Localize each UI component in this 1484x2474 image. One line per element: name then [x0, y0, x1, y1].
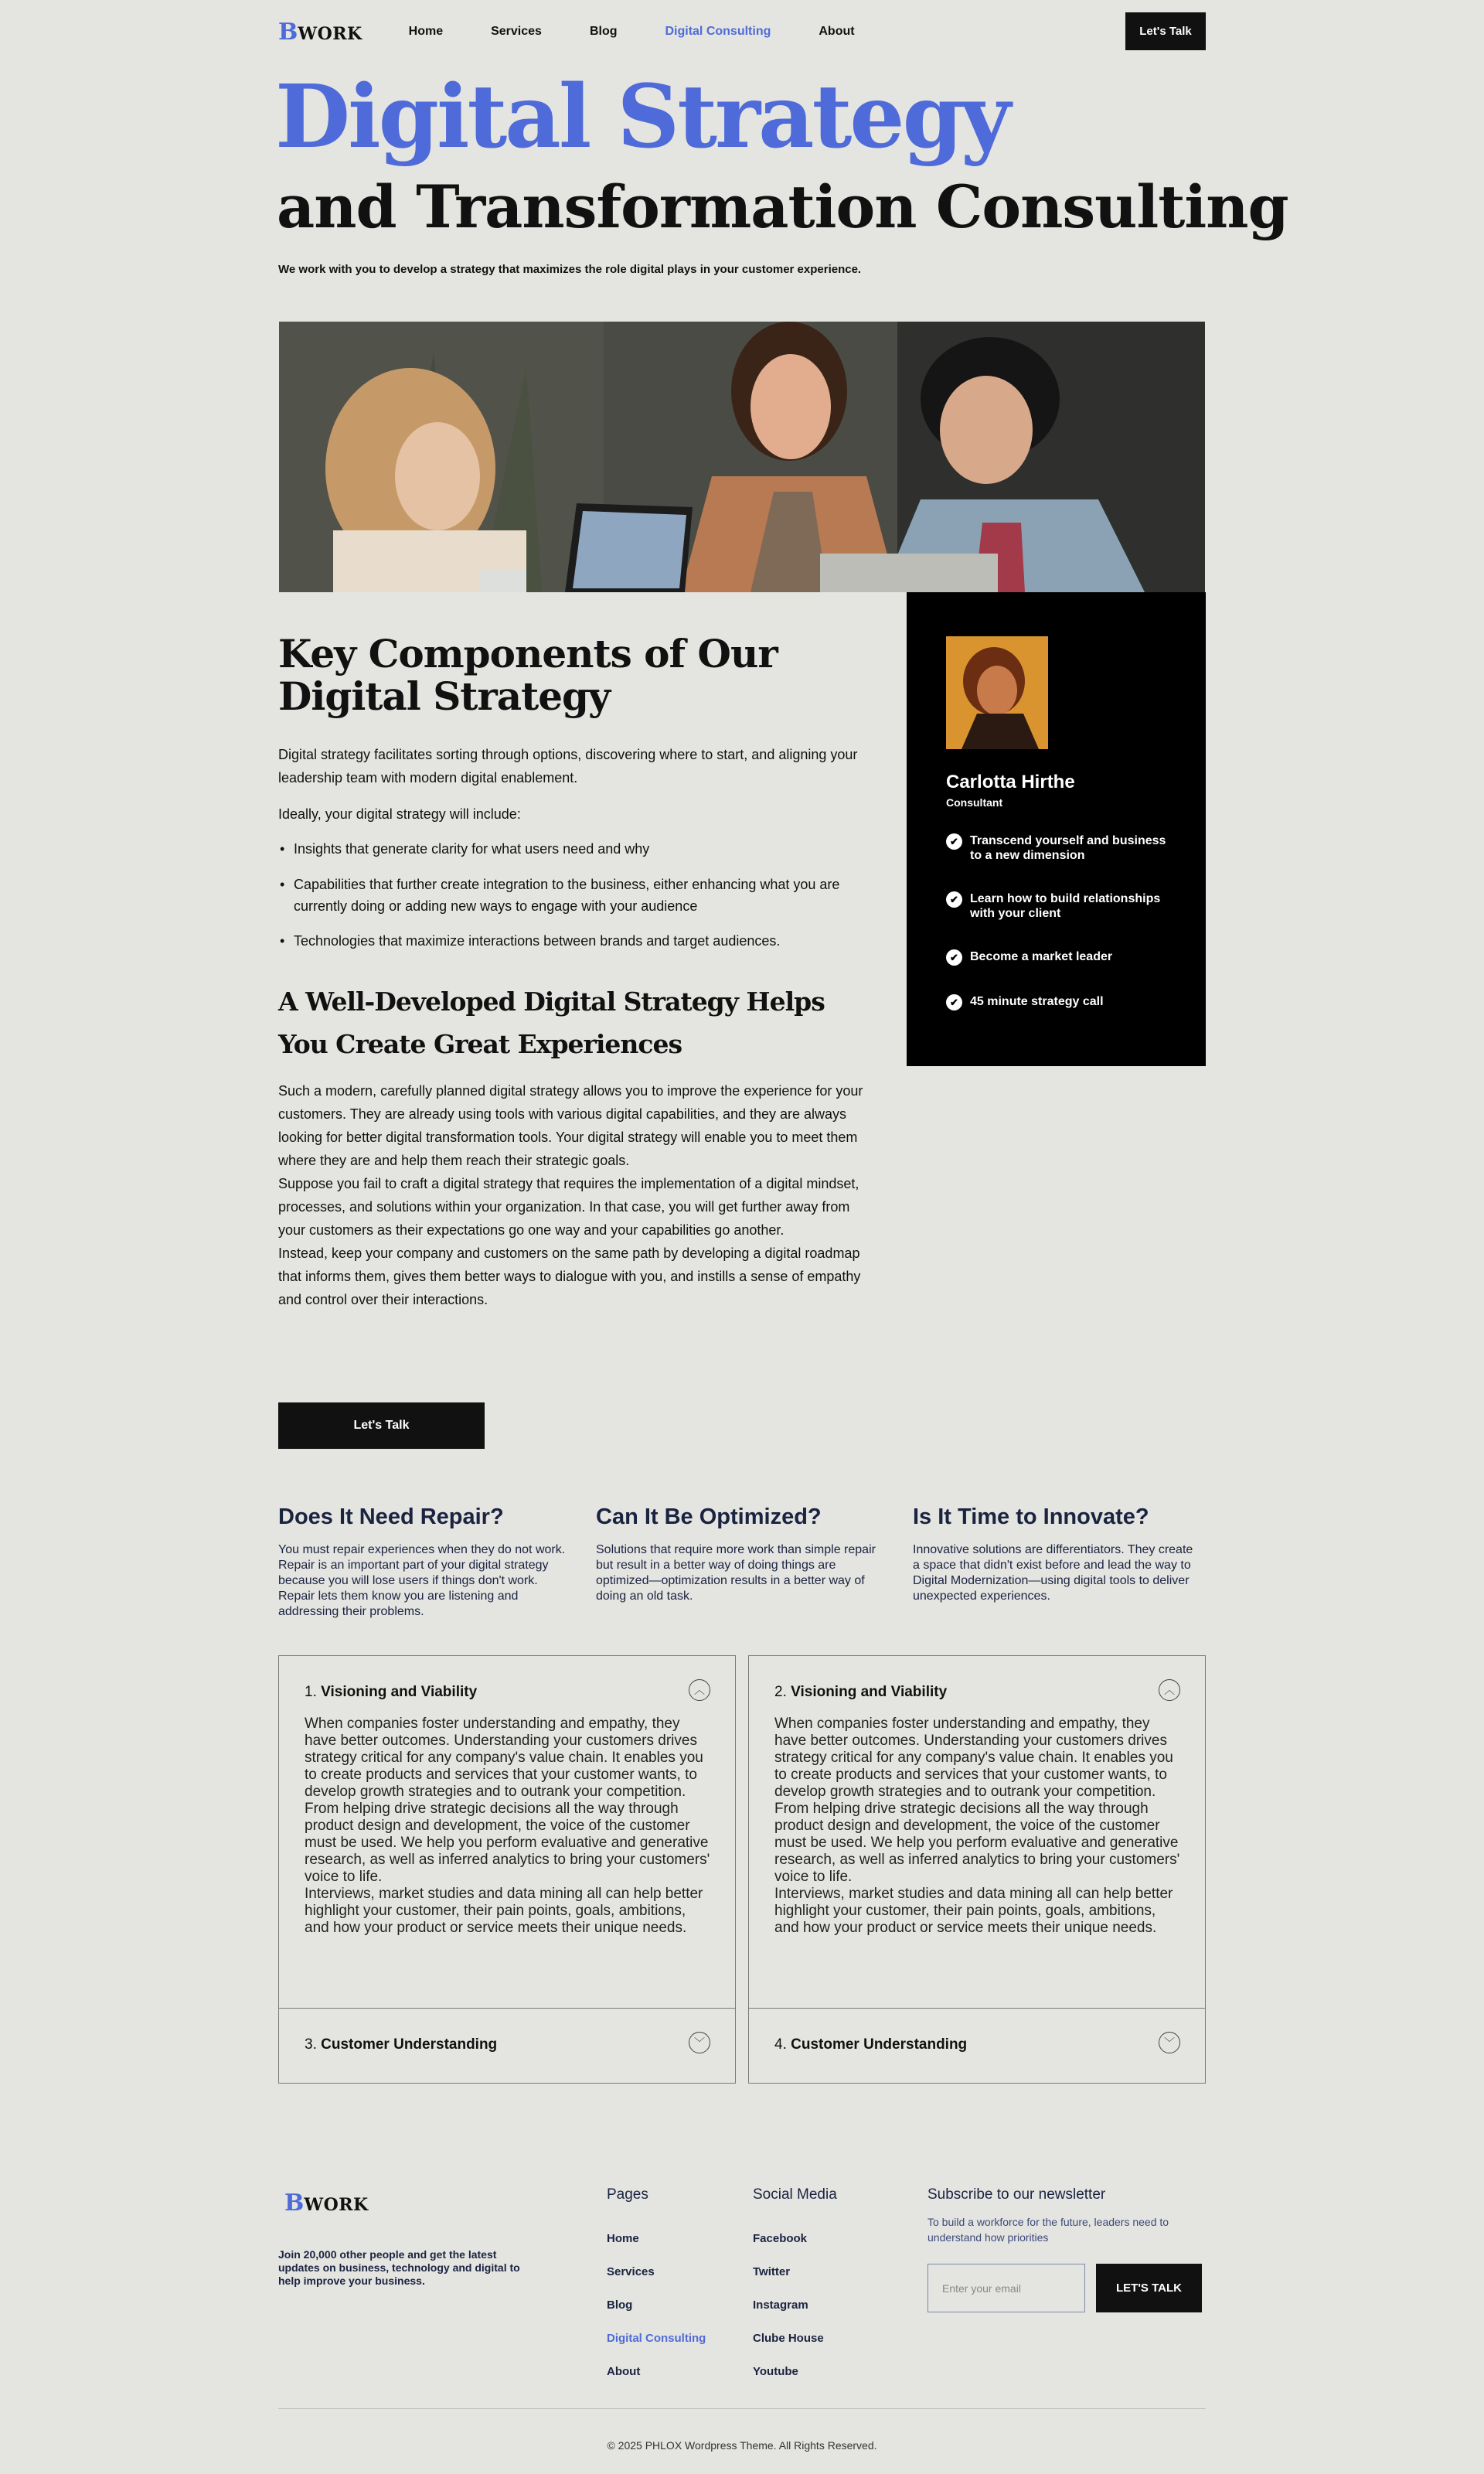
nav-about[interactable]: About — [819, 25, 855, 38]
chevron-up-icon[interactable]: ︿ — [689, 1679, 710, 1701]
footer-link-clubhouse[interactable]: Clube House — [753, 2332, 824, 2345]
accordion-title[interactable]: 3. Customer Understanding — [305, 2036, 498, 2053]
accordion-item[interactable] — [748, 2008, 1206, 2084]
column-title: Is It Time to Innovate? — [913, 1505, 1149, 1529]
consultant-card — [907, 592, 1206, 1066]
card-feature-text: Learn how to build relationships with your client — [970, 892, 1161, 920]
list-item: • Capabilities that further create integration to the business, either enhancing what you are currently doing or adding new ways to engage with your audience — [294, 874, 873, 917]
column-title: Does It Need Repair? — [278, 1505, 504, 1529]
newsletter-text: To build a workforce for the future, leaders need to understand how priorities — [928, 2216, 1169, 2244]
copyright: © 2025 PHLOX Wordpress Theme. All Rights Reserved. — [607, 2439, 877, 2452]
footer-link-facebook[interactable]: Facebook — [753, 2232, 808, 2245]
logo-word: WORK — [298, 23, 362, 44]
accordion-title[interactable]: 1. Visioning and Viability — [305, 1684, 478, 1700]
card-feature-text: Transcend yourself and business to a new dimension — [970, 834, 1166, 862]
check-icon: ✔ — [946, 891, 962, 908]
footer-link-youtube[interactable]: Youtube — [753, 2365, 798, 2378]
consultant-name: Carlotta Hirthe — [946, 772, 1075, 792]
chevron-up-icon[interactable]: ︿ — [1159, 1679, 1180, 1701]
hero-photo — [279, 322, 1205, 592]
header-lets-talk-button[interactable]: Let's Talk — [1125, 12, 1206, 50]
intro-paragraph: Digital strategy facilitates sorting through options, discovering where to start, and aligning your leadership team with modern digital enablement. — [278, 747, 858, 785]
footer-link-services[interactable]: Services — [607, 2265, 655, 2278]
main-nav — [409, 25, 855, 39]
accordion-item[interactable] — [748, 1655, 1206, 2009]
hero-lead: We work with you to develop a strategy that maximizes the role digital plays in your customer experience. — [278, 263, 862, 276]
key-components-heading: Key Components of Our Digital Strategy — [278, 631, 778, 719]
check-icon: ✔ — [946, 994, 962, 1010]
strategy-paragraph: Instead, keep your company and customers on the same path by developing a digital roadmap that informs them, gives them better ways to dialogue with you, and instills a sense of empathy and control over their interactions. — [278, 1246, 861, 1307]
logo-mark: B — [278, 18, 298, 46]
accordion-body: When companies foster understanding and empathy, they have better outcomes. Understanding your customers drives strategy critical for any company's value chain. It enables you to create products and services that your customer wants, to develop growth strategies and to outrank your competition. From helping drive strategic decisions all the way through product design and development, the voice of the customer must be used. We help you perform evaluative and generative research, as well as inferred analytics to bring your customers' voice to life. Interviews, market studies and data mining all can help better highlight your customer, their pain points, goals, ambitions, and how your product or service meets their unique needs. — [774, 1716, 1180, 1936]
consultant-role: Consultant — [946, 796, 1003, 809]
nav-services[interactable]: Services — [491, 25, 542, 38]
card-feature-text: Become a market leader — [970, 950, 1113, 963]
card-feature-text: 45 minute strategy call — [970, 995, 1104, 1008]
footer-link-about[interactable]: About — [607, 2365, 641, 2378]
footer-divider — [278, 2408, 1206, 2409]
newsletter-submit-button[interactable]: LET'S TALK — [1096, 2264, 1202, 2312]
nav-digital-consulting[interactable]: Digital Consulting — [665, 25, 771, 38]
card-feature — [946, 833, 1178, 863]
column-text: Innovative solutions are differentiators. They create a space that didn't exist before and lead the way to Digital Modernization—using digital tools to deliver unexpected experiences. — [913, 1543, 1193, 1603]
list-intro: Ideally, your digital strategy will include: — [278, 806, 521, 822]
hero-photo-illustration — [279, 322, 1205, 592]
check-icon: ✔ — [946, 833, 962, 850]
accordion-item[interactable] — [278, 1655, 736, 2009]
footer-link-digital-consulting[interactable]: Digital Consulting — [607, 2332, 706, 2345]
innovate-column — [913, 1505, 1203, 1604]
accordion-title[interactable]: 4. Customer Understanding — [774, 2036, 968, 2053]
card-feature — [946, 994, 1178, 1010]
list-item: • Insights that generate clarity for what users need and why — [294, 838, 873, 860]
footer-join-text: Join 20,000 other people and get the latest updates on business, technology and digital to help improve your business. — [278, 2248, 520, 2287]
footer-link-home[interactable]: Home — [607, 2232, 639, 2245]
repair-column — [278, 1505, 568, 1620]
footer-pages-title: Pages — [607, 2186, 648, 2203]
footer-link-twitter[interactable]: Twitter — [753, 2265, 791, 2278]
check-icon: ✔ — [946, 949, 962, 966]
nav-blog[interactable]: Blog — [589, 25, 618, 38]
card-feature — [946, 891, 1178, 921]
newsletter-title: Subscribe to our newsletter — [928, 2186, 1106, 2203]
optimize-column — [596, 1505, 886, 1604]
footer-link-instagram[interactable]: Instagram — [753, 2299, 808, 2312]
column-text: You must repair experiences when they do not work. Repair is an important part of your digital strategy because you will lose users if things don't work. Repair lets them know you are listening and addressing their problems. — [278, 1543, 566, 1618]
column-title: Can It Be Optimized? — [596, 1505, 822, 1529]
site-header — [278, 12, 1206, 51]
accordion-item[interactable] — [278, 2008, 736, 2084]
list-item: • Technologies that maximize interactions between brands and target audiences. — [294, 930, 873, 952]
strategy-paragraph: Such a modern, carefully planned digital strategy allows you to improve the experience for your customers. They are already using tools with various digital capabilities, and they are always looking for better digital transformation tools. Your digital strategy will enable you to meet them where they are and help them reach their strategic goals. — [278, 1083, 863, 1168]
card-feature — [946, 949, 1178, 966]
consultant-portrait — [946, 636, 1048, 749]
chevron-down-icon[interactable]: ﹀ — [689, 2032, 710, 2053]
hero-title-line2: and Transformation Consulting — [277, 172, 1288, 241]
chevron-down-icon[interactable]: ﹀ — [1159, 2032, 1180, 2053]
column-text: Solutions that require more work than simple repair but result in a better way of doing things are optimized—optimization results in a better way of doing an old task. — [596, 1543, 876, 1603]
hero-title-line1: Digital Strategy — [275, 66, 1009, 168]
logo-word: WORK — [304, 2195, 369, 2215]
strategy-paragraph: Suppose you fail to craft a digital strategy that requires the implementation of a digital mindset, processes, and solutions within your organization. In that case, you will get further away from your customers as their expectations go one way and your capabilities go another. — [278, 1176, 859, 1238]
strategy-body — [278, 1079, 873, 1311]
accordion-body: When companies foster understanding and empathy, they have better outcomes. Understanding your customers drives strategy critical for any company's value chain. It enables you to create products and services that your customer wants, to develop growth strategies and to outrank your competition. From helping drive strategic decisions all the way through product design and development, the voice of the customer must be used. We help you perform evaluative and generative research, as well as inferred analytics to bring your customers' voice to life. Interviews, market studies and data mining all can help better highlight your customer, their pain points, goals, ambitions, and how your product or service meets their unique needs. — [305, 1716, 710, 1936]
accordion-title[interactable]: 2. Visioning and Viability — [774, 1684, 948, 1700]
consultant-avatar — [946, 636, 1048, 749]
newsletter-email-input[interactable]: Enter your email — [928, 2264, 1085, 2312]
logo-mark: B — [284, 2189, 305, 2217]
strategy-heading: A Well-Developed Digital Strategy Helps You Create Great Experiences — [278, 987, 825, 1059]
lets-talk-button[interactable]: Let's Talk — [278, 1402, 485, 1449]
footer-link-blog[interactable]: Blog — [607, 2299, 633, 2312]
footer-logo[interactable] — [284, 2189, 369, 2217]
nav-home[interactable]: Home — [408, 25, 444, 38]
logo[interactable] — [278, 19, 362, 46]
footer-social-title: Social Media — [753, 2186, 837, 2203]
